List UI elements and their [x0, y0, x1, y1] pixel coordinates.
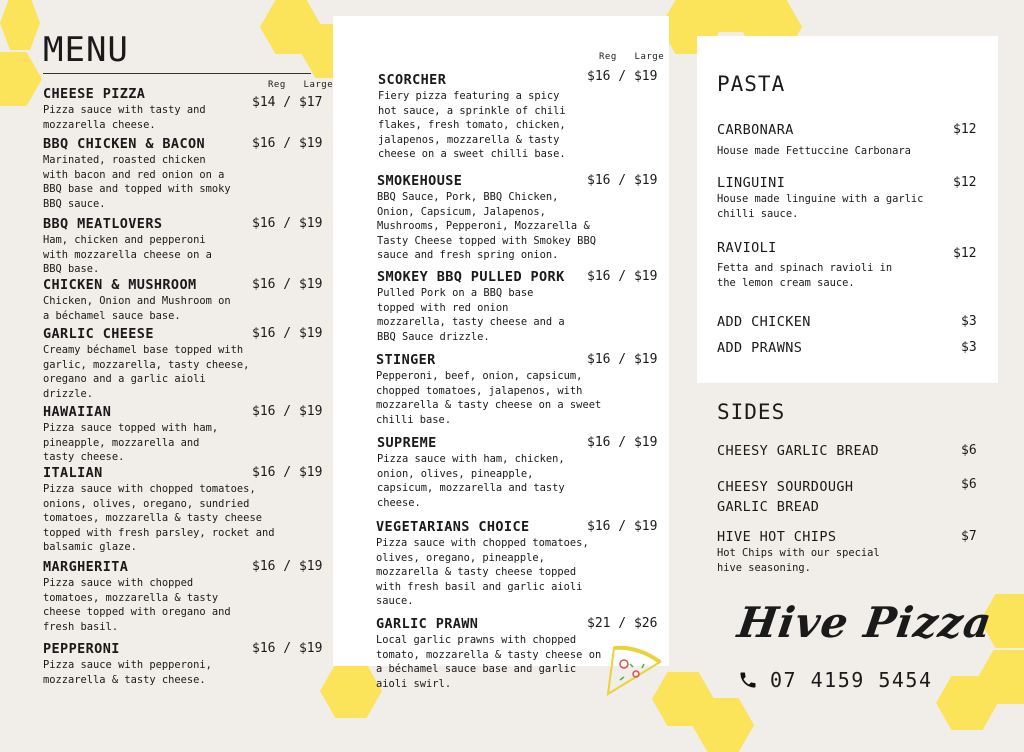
item-description: House made linguine with a garlic chilli sauce. [717, 193, 924, 220]
item-description: Fetta and spinach ravioli in the lemon cream sauce. [717, 262, 893, 289]
menu-title: MENU [43, 30, 129, 70]
item-price: $21 / $26 [587, 616, 658, 631]
item-price: $16 / $19 [587, 269, 658, 284]
menu-item [717, 340, 977, 356]
size-header-middle [599, 52, 664, 62]
item-price: $3 [961, 340, 977, 355]
hex-decoration [320, 664, 382, 718]
menu-item [43, 216, 325, 277]
item-description: Pulled Pork on a BBQ base topped with red onion mozzarella, tasty cheese and a BBQ Sauce drizzle. [377, 287, 565, 343]
item-description: Pizza sauce topped with ham, pineapple, mozzarella and tasty cheese. [43, 422, 219, 464]
item-name: BBQ CHICKEN & BACON [43, 136, 206, 152]
menu-item [376, 352, 658, 427]
size-reg-label: Reg [268, 80, 286, 90]
menu-item [717, 529, 977, 575]
item-price: $12 [953, 175, 977, 190]
item-description: Marinated, roasted chicken with bacon and red onion on a BBQ base and topped with smoky BBQ sauce. [43, 154, 231, 210]
item-name: SCORCHER [378, 72, 447, 88]
menu-item [717, 240, 977, 290]
menu-item [43, 326, 325, 401]
menu-item [43, 559, 325, 634]
menu-item [717, 122, 977, 159]
item-description: Pepperoni, beef, onion, capsicum, chopped tomatoes, jalapenos, with mozzarella & tasty cheese on a sweet chilli base. [376, 370, 602, 426]
item-price: $16 / $19 [587, 173, 658, 188]
item-price: $16 / $19 [252, 559, 323, 574]
item-price: $6 [961, 443, 977, 458]
item-name: HIVE HOT CHIPS [717, 529, 837, 545]
pasta-title: PASTA [717, 72, 786, 96]
item-price: $6 [961, 477, 977, 492]
item-price: $16 / $19 [252, 326, 323, 341]
item-name: LINGUINI [717, 175, 786, 191]
item-name: VEGETARIANS CHOICE [376, 519, 530, 535]
item-description: Pizza sauce with chopped tomatoes, mozzarella & tasty cheese topped with oregano and fresh basil. [43, 577, 231, 633]
item-description: Pizza sauce with tasty and mozzarella cheese. [43, 104, 206, 131]
item-description: Pizza sauce with chopped tomatoes, onions, olives, oregano, sundried tomatoes, mozzarella & tasty cheese topped with fresh parsley, rocket and balsamic glaze. [43, 483, 275, 554]
menu-item [43, 86, 325, 132]
menu-item [43, 277, 325, 323]
item-price: $3 [961, 314, 977, 329]
item-description: Hot Chips with our special hive seasoning. [717, 547, 880, 574]
pizza-slice-icon [604, 642, 664, 698]
size-large-label: Large [634, 52, 665, 62]
item-price: $12 [953, 122, 977, 137]
menu-item [717, 477, 977, 517]
menu-item [717, 314, 977, 330]
item-price: $7 [961, 529, 977, 544]
item-price: $16 / $19 [587, 519, 658, 534]
menu-item [377, 435, 659, 510]
menu-item [717, 443, 977, 459]
menu-item [377, 269, 659, 344]
phone-number[interactable] [738, 668, 933, 692]
item-name: ITALIAN [43, 465, 103, 481]
hex-decoration [0, 0, 40, 50]
item-description: Pizza sauce with chopped tomatoes, olives, oregano, pineapple, mozzarella & tasty cheese topped with fresh basil and garlic aioli sauce. [376, 537, 589, 608]
sides-title: SIDES [717, 400, 786, 424]
menu-item [717, 175, 977, 221]
item-description: BBQ Sauce, Pork, BBQ Chicken, Onion, Capsicum, Jalapenos, Mushrooms, Pepperoni, Mozzarella & Tasty Cheese topped with Smokey BBQ sauce and fresh spring onion. [377, 191, 596, 262]
menu-item [43, 465, 325, 555]
item-price: $16 / $19 [252, 136, 323, 151]
item-name: BBQ MEATLOVERS [43, 216, 163, 232]
item-name: CHICKEN & MUSHROOM [43, 277, 197, 293]
item-name: CARBONARA [717, 122, 794, 138]
menu-item [43, 136, 325, 211]
item-price: $16 / $19 [252, 277, 323, 292]
item-price: $16 / $19 [587, 352, 658, 367]
item-description: House made Fettuccine Carbonara [717, 145, 911, 157]
item-name: CHEESY SOURDOUGH GARLIC BREAD [717, 479, 854, 515]
menu-item [43, 641, 325, 687]
item-description: Local garlic prawns with chopped tomato, mozzarella & tasty cheese on a béchamel sauce base and garlic aioli swirl. [376, 634, 602, 690]
menu-item [377, 173, 659, 263]
item-description: Fiery pizza featuring a spicy hot sauce, a sprinkle of chili flakes, fresh tomato, chicken, jalapenos, mozzarella & tasty cheese on a sweet chilli base. [378, 90, 566, 161]
item-name: STINGER [376, 352, 436, 368]
item-price: $16 / $19 [587, 69, 658, 84]
item-price: $16 / $19 [252, 465, 323, 480]
item-name: CHEESE PIZZA [43, 86, 146, 102]
item-price: $16 / $19 [252, 216, 323, 231]
size-large-label: Large [303, 80, 334, 90]
item-name: CHEESY GARLIC BREAD [717, 443, 880, 459]
item-description: Ham, chicken and pepperoni with mozzarella cheese on a BBQ base. [43, 234, 212, 276]
item-name: GARLIC CHEESE [43, 326, 154, 342]
item-name: ADD PRAWNS [717, 340, 803, 356]
item-description: Pizza sauce with pepperoni, mozzarella & tasty cheese. [43, 659, 212, 686]
item-name: MARGHERITA [43, 559, 129, 575]
item-description: Creamy béchamel base topped with garlic, mozzarella, tasty cheese, oregano and a garlic aioli drizzle. [43, 344, 250, 400]
item-price: $16 / $19 [252, 404, 323, 419]
item-name: SMOKEHOUSE [377, 173, 463, 189]
menu-item [376, 519, 658, 609]
item-name: SUPREME [377, 435, 437, 451]
brand-logo: Hive Pizza [734, 598, 996, 647]
item-description: Chicken, Onion and Mushroom on a béchamel sauce base. [43, 295, 231, 322]
hex-decoration [0, 52, 42, 106]
item-description: Pizza sauce with ham, chicken, onion, olives, pineapple, capsicum, mozzarella and tasty cheese. [377, 453, 565, 509]
item-name: SMOKEY BBQ PULLED PORK [377, 269, 565, 285]
item-name: HAWAIIAN [43, 404, 112, 420]
item-price: $16 / $19 [587, 435, 658, 450]
item-name: GARLIC PRAWN [376, 616, 479, 632]
menu-item [43, 404, 325, 465]
item-price: $14 / $17 [252, 95, 323, 110]
item-name: ADD CHICKEN [717, 314, 811, 330]
item-name: RAVIOLI [717, 240, 777, 256]
item-price: $16 / $19 [252, 641, 323, 656]
item-price: $12 [953, 246, 977, 261]
phone-number-text: 07 4159 5454 [770, 668, 933, 692]
title-divider [43, 73, 311, 74]
item-name: PEPPERONI [43, 641, 120, 657]
size-reg-label: Reg [599, 52, 617, 62]
menu-item [378, 69, 660, 162]
phone-icon [738, 670, 758, 690]
